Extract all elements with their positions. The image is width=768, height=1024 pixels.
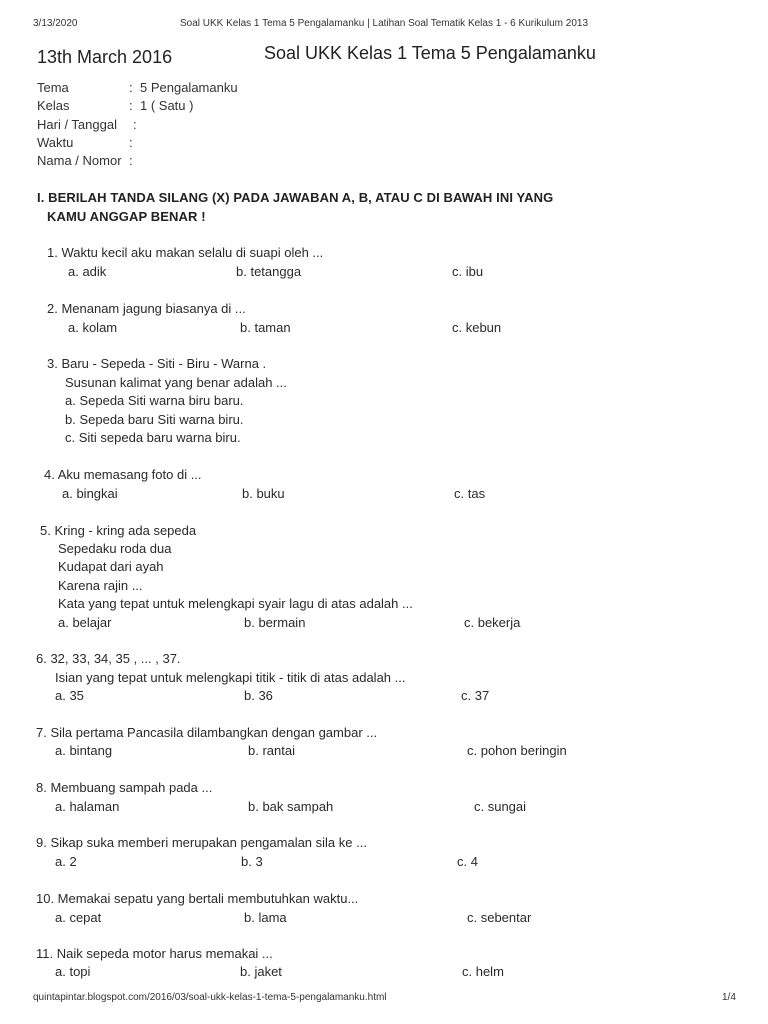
- option-b: b. bermain: [244, 615, 306, 630]
- option-c: c. helm: [462, 964, 504, 979]
- question-text: 11. Naik sepeda motor harus memakai ...: [36, 946, 273, 961]
- meta-sep: :: [129, 135, 133, 150]
- instruction-line-1: I. BERILAH TANDA SILANG (X) PADA JAWABAN A, B, ATAU C DI BAWAH INI YANG: [37, 190, 554, 205]
- option-a: a. Sepeda Siti warna biru baru.: [65, 393, 244, 408]
- option-a: a. topi: [55, 964, 91, 979]
- question-text-line-5: Kata yang tepat untuk melengkapi syair lagu di atas adalah ...: [58, 596, 413, 611]
- option-a: a. halaman: [55, 799, 120, 814]
- question-text-line-4: Karena rajin ...: [58, 578, 143, 593]
- meta-label-kelas: Kelas: [37, 98, 70, 113]
- question-text: 6. 32, 33, 34, 35 , ... , 37.: [36, 651, 181, 666]
- option-a: a. belajar: [58, 615, 112, 630]
- option-c: c. bekerja: [464, 615, 521, 630]
- question-text: 7. Sila pertama Pancasila dilambangkan dengan gambar ...: [36, 725, 378, 740]
- option-a: a. adik: [68, 264, 107, 279]
- print-page-title: Soal UKK Kelas 1 Tema 5 Pengalamanku | Latihan Soal Tematik Kelas 1 - 6 Kurikulum 2013: [179, 18, 589, 29]
- option-a: a. bintang: [55, 743, 113, 758]
- question-text-line-2: Susunan kalimat yang benar adalah ...: [65, 375, 287, 390]
- post-date: 13th March 2016: [37, 47, 173, 67]
- print-url[interactable]: quintapintar.blogspot.com/2016/03/soal-ukk-kelas-1-tema-5-pengalamanku.html: [33, 992, 387, 1003]
- option-b: b. rantai: [248, 743, 295, 758]
- option-a: a. bingkai: [62, 486, 118, 501]
- option-c: c. 37: [461, 688, 490, 703]
- option-c: c. pohon beringin: [467, 743, 567, 758]
- meta-value-tema: 5 Pengalamanku: [140, 80, 238, 95]
- meta-label-hari: Hari / Tanggal: [37, 117, 117, 132]
- option-c: c. sungai: [474, 799, 527, 814]
- option-c: c. kebun: [452, 320, 502, 335]
- print-date: 3/13/2020: [33, 18, 78, 29]
- option-b: b. Sepeda baru Siti warna biru.: [65, 412, 244, 427]
- option-b: b. 36: [244, 688, 273, 703]
- meta-label-tema: Tema: [37, 80, 69, 95]
- option-c: c. Siti sepeda baru warna biru.: [65, 430, 241, 445]
- option-a: a. kolam: [68, 320, 118, 335]
- option-c: c. 4: [457, 854, 478, 869]
- option-c: c. tas: [454, 486, 486, 501]
- question-text-line-2: Sepedaku roda dua: [58, 541, 172, 556]
- question-text: 9. Sikap suka memberi merupakan pengamalan sila ke ...: [36, 835, 367, 850]
- question-text: 5. Kring - kring ada sepeda: [40, 523, 197, 538]
- option-c: c. sebentar: [467, 910, 532, 925]
- instruction-line-2: KAMU ANGGAP BENAR !: [47, 209, 206, 224]
- meta-value-kelas: 1 ( Satu ): [140, 98, 194, 113]
- question-text: 10. Memakai sepatu yang bertali membutuhkan waktu...: [36, 891, 359, 906]
- option-b: b. jaket: [240, 964, 282, 979]
- option-b: b. bak sampah: [248, 799, 334, 814]
- meta-sep: :: [133, 117, 137, 132]
- option-b: b. lama: [244, 910, 287, 925]
- option-b: b. buku: [242, 486, 285, 501]
- print-page-number: 1/4: [722, 992, 736, 1003]
- option-a: a. cepat: [55, 910, 102, 925]
- question-text: 4. Aku memasang foto di ...: [44, 467, 202, 482]
- question-text: 8. Membuang sampah pada ...: [36, 780, 213, 795]
- option-a: a. 2: [55, 854, 77, 869]
- meta-label-nama: Nama / Nomor: [37, 153, 122, 168]
- meta-sep: :: [129, 98, 133, 113]
- question-text: 1. Waktu kecil aku makan selalu di suapi oleh ...: [47, 245, 324, 260]
- meta-sep: :: [129, 153, 133, 168]
- question-text-line-3: Kudapat dari ayah: [58, 559, 164, 574]
- option-b: b. 3: [241, 854, 263, 869]
- option-a: a. 35: [55, 688, 84, 703]
- option-b: b. taman: [240, 320, 291, 335]
- question-text: 3. Baru - Sepeda - Siti - Biru - Warna .: [47, 356, 267, 371]
- question-text-line-2: Isian yang tepat untuk melengkapi titik - titik di atas adalah ...: [55, 670, 406, 685]
- question-text: 2. Menanam jagung biasanya di ...: [47, 301, 246, 316]
- option-c: c. ibu: [452, 264, 484, 279]
- post-title[interactable]: Soal UKK Kelas 1 Tema 5 Pengalamanku: [264, 43, 596, 63]
- meta-sep: :: [129, 80, 133, 95]
- option-b: b. tetangga: [236, 264, 302, 279]
- meta-label-waktu: Waktu: [37, 135, 74, 150]
